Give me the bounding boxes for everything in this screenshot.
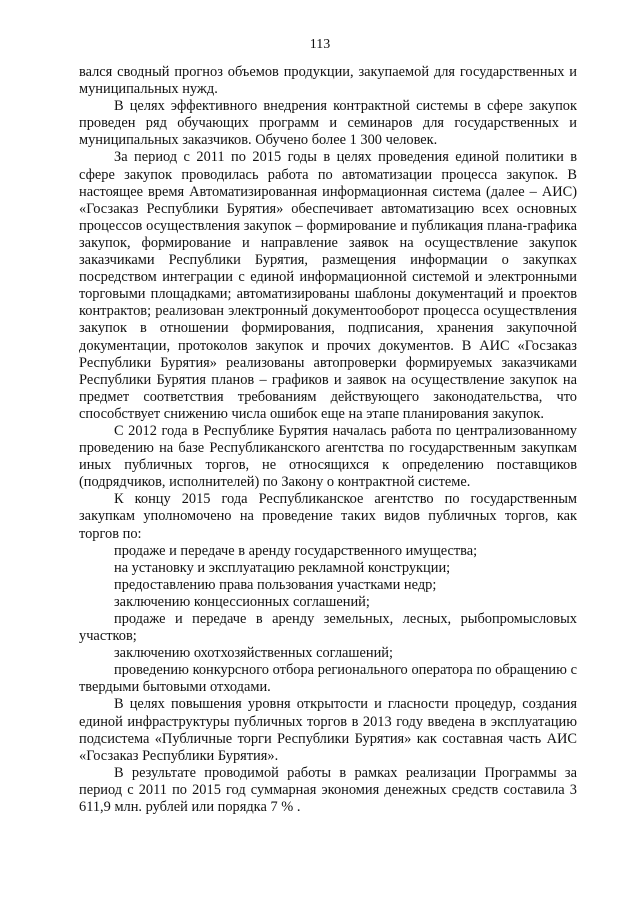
paragraph: За период с 2011 по 2015 годы в целях проведения единой политики в сфере закупок проводилась работа по автоматизации процесса закупок. В настоящее время Автоматизированная информационная система (далее – АИС) «Госзаказ Республики Бурятия» обеспечивает автоматизацию всех основных процессов осуществления закупок – формирование и публикация плана-графика закупок, формирование и направление заявок на осуществление закупок заказчиками Республики Бурятия, размещения информации о закупках посредством интеграции с единой информационной системой и электронными торговыми площадками; автоматизированы шаблоны документаций и проектов контрактов; реализован электронный документооборот процесса осуществления закупок в отношении формирования, подписания, хранения закупочной документации, протоколов закупок и прочих документов. В АИС «Госзаказ Республики Бурятия» реализованы автопроверки формируемых заказчиками Республики Бурятия планов – графиков и заявок на осуществление закупок на предмет соответствия требованиям действующего законодательства, что способствует снижению числа ошибок еще на этапе планирования закупок.	[79, 149, 577, 422]
page-number: 113	[309, 37, 331, 52]
list-item-paragraph: предоставлению права пользования участками недр;	[114, 576, 437, 593]
document-body	[79, 64, 577, 816]
paragraph: вался сводный прогноз объемов продукции, закупаемой для государственных и муниципальных нужд.	[79, 64, 577, 98]
paragraph: К концу 2015 года Республиканское агентство по государственным закупкам уполномочено на проведение таких видов публичных торгов, как торгов по:	[79, 491, 577, 542]
list-item-paragraph: на установку и эксплуатацию рекламной конструкции;	[114, 559, 451, 576]
list-item-paragraph: заключению концессионных соглашений;	[114, 593, 370, 610]
paragraph: С 2012 года в Республике Бурятия началась работа по централизованному проведению на базе Республиканского агентства по государственным закупкам иных публичных торгов, не относящихся к определению поставщиков (подрядчиков, исполнителей) по Закону о контрактной системе.	[79, 422, 577, 491]
list-item-paragraph: проведению конкурсного отбора регионального оператора по обращению с твердыми бытовыми отходами.	[79, 662, 577, 696]
list-item-paragraph: заключению охотхозяйственных соглашений;	[114, 645, 393, 662]
list-item-paragraph: продаже и передаче в аренду земельных, лесных, рыбопромысловых участков;	[79, 611, 577, 645]
paragraph: В результате проводимой работы в рамках реализации Программы за период с 2011 по 2015 год суммарная экономия денежных средств составила 3 611,9 млн. рублей или порядка 7 % .	[79, 764, 577, 816]
paragraph: В целях повышения уровня открытости и гласности процедур, создания единой инфраструктуры публичных торгов в 2013 году введена в эксплуатацию подсистема «Публичные торги Республики Бурятия» как составная часть АИС «Госзаказ Республики Бурятия».	[79, 696, 577, 764]
list-item-paragraph: продаже и передаче в аренду государственного имущества;	[114, 542, 478, 559]
paragraph: В целях эффективного внедрения контрактной системы в сфере закупок проведен ряд обучающих программ и семинаров для государственных и муниципальных заказчиков. Обучено более 1 300 человек.	[79, 98, 577, 149]
